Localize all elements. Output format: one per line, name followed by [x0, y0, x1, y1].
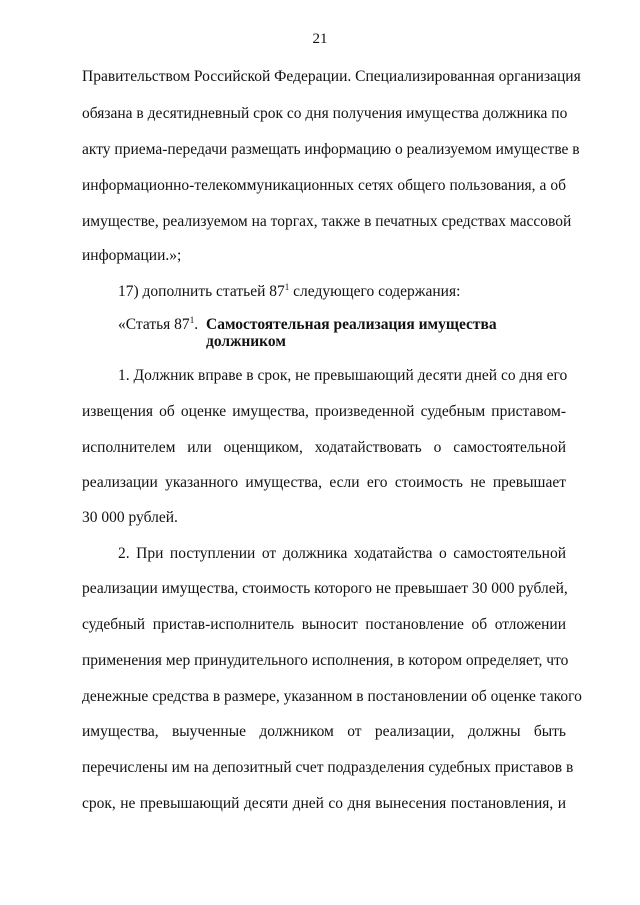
text-line: информационно-телекоммуникационных сетях общего пользования, а об [82, 177, 566, 194]
article-label-sup: 1 [189, 314, 195, 325]
article-label [118, 316, 198, 334]
paragraph-2-line: 2. При поступлении от должника ходатайства о самостоятельной [118, 545, 566, 562]
article-title-line1: Самостоятельная реализация имущества [206, 316, 497, 333]
paragraph-2-line: имущества, выученные должником от реализации, должны быть [82, 723, 566, 740]
paragraph-2-line: перечислены им на депозитный счет подразделения судебных приставов в [82, 759, 574, 776]
paragraph-2-line: денежные средства в размере, указанном в постановлении об оценке такого [82, 688, 582, 705]
amendment-text: 17) дополнить статьей 87 [118, 283, 285, 300]
paragraph-1-line: исполнителем или оценщиком, ходатайствовать о самостоятельной [82, 439, 566, 456]
amendment-line [118, 283, 460, 301]
paragraph-1-line: 30 000 рублей. [82, 509, 178, 526]
paragraph-1-line: 1. Должник вправе в срок, не превышающий десяти дней со дня его [118, 367, 568, 384]
text-line: обязана в десятидневный срок со дня получения имущества должника по [82, 105, 568, 122]
text-line: акту приема-передачи размещать информацию о реализуемом имуществе в [82, 141, 580, 158]
text-line: Правительством Российской Федерации. Специализированная организация [82, 68, 581, 85]
article-title-line2: должником [206, 333, 286, 350]
paragraph-2-line: срок, не превышающий десяти дней со дня вынесения постановления, и [82, 795, 566, 812]
paragraph-1-line: реализации указанного имущества, если его стоимость не превышает [82, 474, 566, 491]
article-label-tail: . [194, 316, 199, 333]
paragraph-1-line: извещения об оценке имущества, произведенной судебным приставом- [82, 403, 566, 420]
paragraph-2-line: применения мер принудительного исполнения, в котором определяет, что [82, 652, 569, 669]
page-number: 21 [312, 31, 328, 47]
amendment-sup: 1 [284, 281, 290, 292]
paragraph-2-line: судебный пристав-исполнитель выносит постановление об отложении [82, 616, 566, 633]
text-line: имуществе, реализуемом на торгах, также в печатных средствах массовой [82, 213, 572, 230]
article-label-text: «Статья 87 [118, 316, 190, 333]
paragraph-2-line: реализации имущества, стоимость которого не превышает 30 000 рублей, [82, 580, 568, 597]
text-line: информации.»; [82, 247, 182, 264]
amendment-tail: следующего содержания: [289, 283, 461, 300]
